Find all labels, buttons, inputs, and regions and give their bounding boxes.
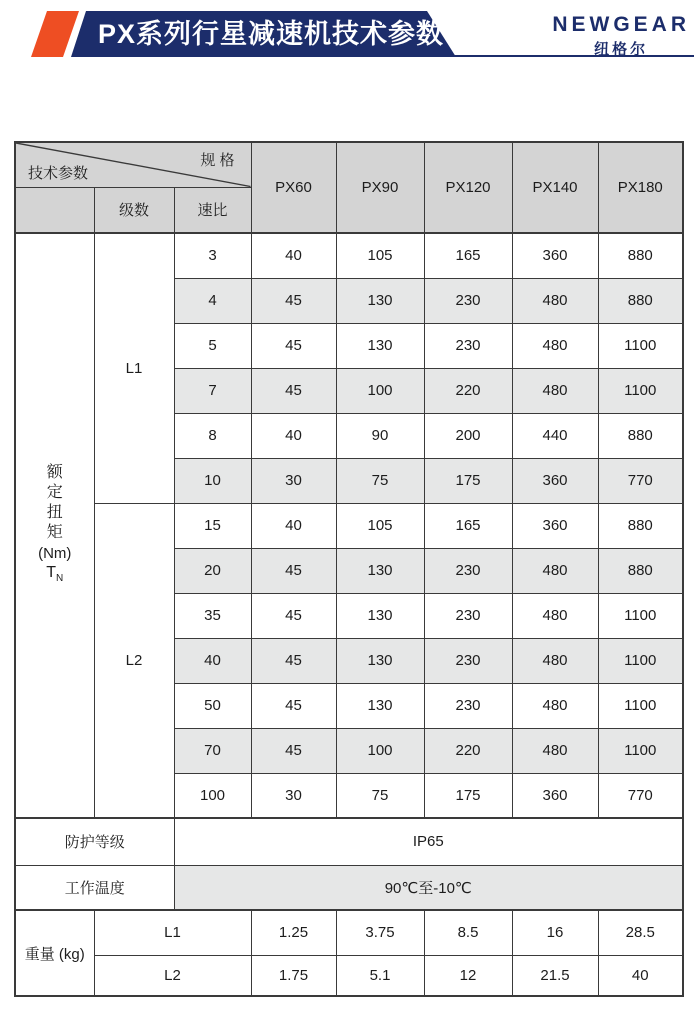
torque-value-px90: 105 (336, 233, 424, 278)
rated-torque-axis-label: 额 定 扭 矩 (Nm) $T_N$ (15, 233, 94, 818)
torque-value-px180: 1100 (598, 323, 683, 368)
torque-value-px140: 360 (512, 458, 598, 503)
torque-value-px60: 45 (251, 683, 336, 728)
temperature-row (15, 865, 683, 910)
model-header-px60: PX60 (251, 142, 336, 233)
torque-value-px120: 220 (424, 728, 512, 773)
ratio-cell: 40 (174, 638, 251, 683)
ratio-cell: 10 (174, 458, 251, 503)
torque-value-px90: 130 (336, 323, 424, 368)
torque-value-px120: 175 (424, 458, 512, 503)
torque-value-px90: 105 (336, 503, 424, 548)
ratio-cell: 5 (174, 323, 251, 368)
torque-value-px180: 880 (598, 413, 683, 458)
weight-value-px180: 40 (598, 955, 683, 996)
protection-label: 防护等级 (15, 818, 174, 865)
ratio-cell: 100 (174, 773, 251, 818)
torque-value-px90: 100 (336, 728, 424, 773)
torque-value-px90: 130 (336, 278, 424, 323)
model-header-px120: PX120 (424, 142, 512, 233)
ratio-cell: 20 (174, 548, 251, 593)
corner-header-cell (15, 142, 251, 187)
brand-chinese-name: 纽格尔 (594, 41, 649, 58)
torque-value-px120: 175 (424, 773, 512, 818)
torque-value-px180: 880 (598, 233, 683, 278)
weight-row-l1 (15, 910, 683, 955)
model-header-px90: PX90 (336, 142, 424, 233)
torque-value-px180: 880 (598, 503, 683, 548)
torque-value-px90: 75 (336, 773, 424, 818)
stage-column-header: 级数 (94, 187, 174, 233)
torque-value-px60: 40 (251, 413, 336, 458)
torque-value-px90: 90 (336, 413, 424, 458)
weight-label: 重量 (kg) (15, 910, 94, 996)
torque-value-px140: 360 (512, 233, 598, 278)
brand-logo (552, 13, 690, 59)
torque-value-px90: 130 (336, 683, 424, 728)
torque-value-px180: 1100 (598, 683, 683, 728)
banner-accent-shape-icon (31, 11, 79, 57)
torque-value-px180: 1100 (598, 728, 683, 773)
torque-value-px60: 45 (251, 548, 336, 593)
model-header-px140: PX140 (512, 142, 598, 233)
torque-row-l1-3 (15, 233, 683, 278)
stage-cell-l1: L1 (94, 233, 174, 503)
weight-value-px120: 12 (424, 955, 512, 996)
weight-value-px180: 28.5 (598, 910, 683, 955)
torque-value-px90: 130 (336, 548, 424, 593)
torque-value-px60: 30 (251, 458, 336, 503)
torque-value-px140: 480 (512, 593, 598, 638)
torque-value-px120: 230 (424, 638, 512, 683)
torque-value-px180: 880 (598, 278, 683, 323)
torque-value-px60: 45 (251, 368, 336, 413)
ratio-cell: 15 (174, 503, 251, 548)
weight-value-px90: 5.1 (336, 955, 424, 996)
ratio-cell: 8 (174, 413, 251, 458)
torque-value-px90: 130 (336, 638, 424, 683)
torque-value-px180: 1100 (598, 368, 683, 413)
protection-value: IP65 (174, 818, 683, 865)
torque-value-px140: 480 (512, 548, 598, 593)
ratio-cell: 35 (174, 593, 251, 638)
ratio-cell: 7 (174, 368, 251, 413)
torque-value-px120: 230 (424, 593, 512, 638)
page-title: PX系列行星减速机技术参数 (97, 19, 445, 49)
torque-value-px60: 40 (251, 233, 336, 278)
ratio-cell: 70 (174, 728, 251, 773)
torque-value-px90: 100 (336, 368, 424, 413)
protection-row (15, 818, 683, 865)
weight-value-px120: 8.5 (424, 910, 512, 955)
weight-value-px60: 1.75 (251, 955, 336, 996)
torque-value-px120: 165 (424, 503, 512, 548)
weight-value-px90: 3.75 (336, 910, 424, 955)
torque-value-px140: 480 (512, 368, 598, 413)
torque-value-px120: 230 (424, 323, 512, 368)
ratio-cell: 50 (174, 683, 251, 728)
weight-value-px140: 16 (512, 910, 598, 955)
weight-value-px140: 21.5 (512, 955, 598, 996)
ratio-cell: 4 (174, 278, 251, 323)
temperature-label: 工作温度 (15, 865, 174, 910)
torque-value-px140: 360 (512, 773, 598, 818)
torque-value-px60: 45 (251, 728, 336, 773)
torque-value-px60: 30 (251, 773, 336, 818)
temperature-value: 90℃至-10℃ (174, 865, 683, 910)
torque-value-px140: 440 (512, 413, 598, 458)
spec-table (14, 141, 684, 997)
torque-value-px140: 360 (512, 503, 598, 548)
torque-value-px60: 45 (251, 323, 336, 368)
torque-value-px120: 230 (424, 683, 512, 728)
torque-value-px60: 45 (251, 593, 336, 638)
torque-value-px90: 130 (336, 593, 424, 638)
torque-value-px120: 165 (424, 233, 512, 278)
torque-value-px180: 880 (598, 548, 683, 593)
weight-value-px60: 1.25 (251, 910, 336, 955)
torque-value-px60: 45 (251, 638, 336, 683)
torque-value-px180: 1100 (598, 593, 683, 638)
torque-value-px140: 480 (512, 683, 598, 728)
footer-rows (15, 818, 683, 996)
torque-value-px120: 230 (424, 278, 512, 323)
torque-value-px120: 200 (424, 413, 512, 458)
model-header-px180: PX180 (598, 142, 683, 233)
torque-value-px140: 480 (512, 638, 598, 683)
weight-stage-l2: L2 (94, 955, 251, 996)
torque-value-px60: 40 (251, 503, 336, 548)
torque-value-px140: 480 (512, 278, 598, 323)
torque-value-px140: 480 (512, 728, 598, 773)
torque-value-px180: 770 (598, 458, 683, 503)
subheader-empty-cell (15, 187, 94, 233)
ratio-cell: 3 (174, 233, 251, 278)
weight-row-l2 (15, 955, 683, 996)
torque-row-l2-15 (15, 503, 683, 548)
torque-value-px140: 480 (512, 323, 598, 368)
brand-name: NEWGEAR (552, 13, 690, 36)
torque-value-px90: 75 (336, 458, 424, 503)
torque-value-px120: 230 (424, 548, 512, 593)
ratio-column-header: 速比 (174, 187, 251, 233)
torque-value-px60: 45 (251, 278, 336, 323)
stage-cell-l2: L2 (94, 503, 174, 818)
weight-stage-l1: L1 (94, 910, 251, 955)
spec-corner-label: 规 格 (200, 152, 235, 169)
torque-value-px120: 220 (424, 368, 512, 413)
torque-data-rows (15, 233, 683, 818)
torque-value-px180: 1100 (598, 638, 683, 683)
tech-params-corner-label: 技术参数 (28, 164, 89, 182)
torque-value-px180: 770 (598, 773, 683, 818)
